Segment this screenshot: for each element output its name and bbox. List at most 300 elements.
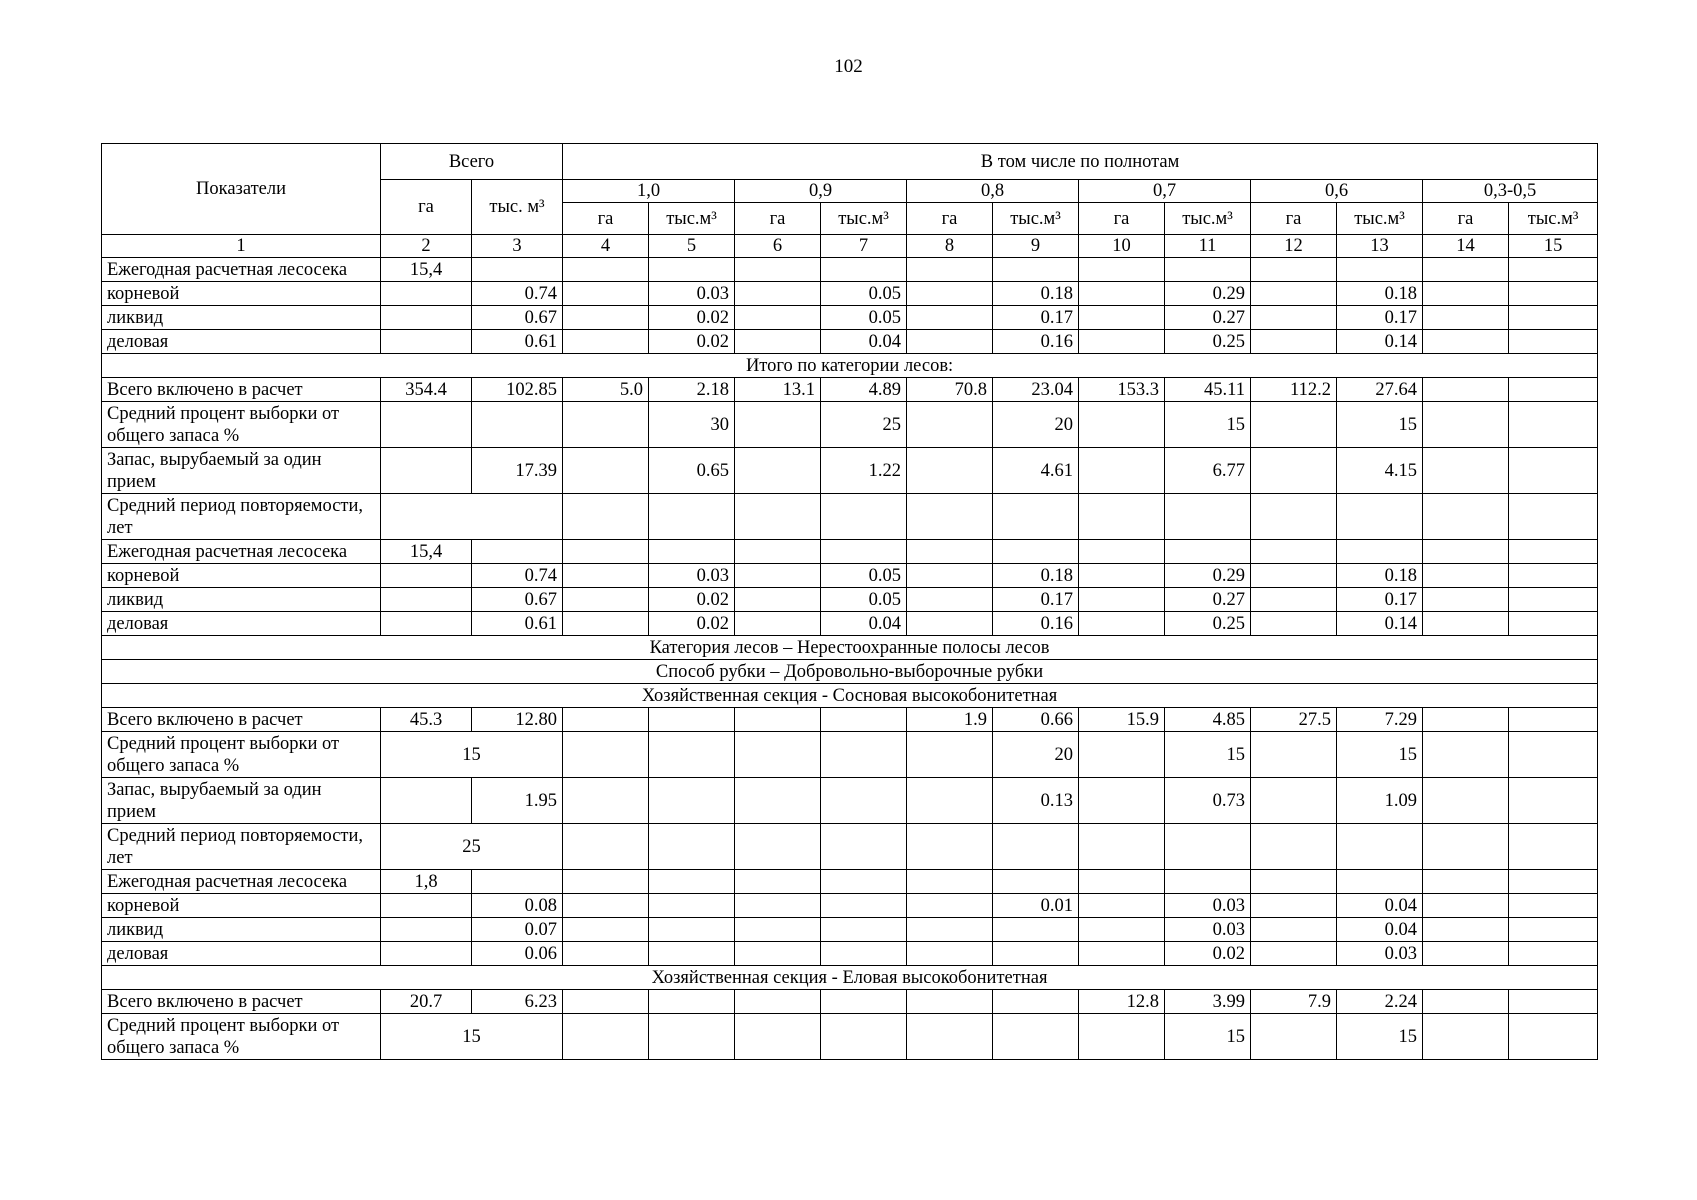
table-cell (1423, 708, 1509, 732)
table-cell (907, 824, 993, 870)
table-cell (1251, 540, 1337, 564)
table-cell (381, 494, 563, 540)
row-label: Всего включено в расчет (102, 990, 381, 1014)
header-unit-ha: га (563, 203, 649, 235)
table-cell: 15 (1165, 732, 1251, 778)
row-label: Ежегодная расчетная лесосека (102, 258, 381, 282)
table-cell (563, 824, 649, 870)
table-cell (1423, 402, 1509, 448)
table-cell: 15,4 (381, 258, 472, 282)
table-cell (649, 870, 735, 894)
table-cell: 1.9 (907, 708, 993, 732)
table-cell: 0.03 (1337, 942, 1423, 966)
table-cell: 0.03 (649, 564, 735, 588)
table-cell (1509, 824, 1598, 870)
table-cell: 0.04 (1337, 918, 1423, 942)
header-unit-volume: тыс.м³ (1509, 203, 1598, 235)
table-cell (821, 990, 907, 1014)
table-cell (1509, 588, 1598, 612)
table-cell (381, 612, 472, 636)
table-cell (907, 918, 993, 942)
table-cell: 0.02 (649, 330, 735, 354)
table-cell: 5.0 (563, 378, 649, 402)
table-cell: 0.07 (472, 918, 563, 942)
table-cell: 20 (993, 732, 1079, 778)
table-cell (1079, 306, 1165, 330)
table-cell (649, 942, 735, 966)
table-cell: 4.15 (1337, 448, 1423, 494)
table-cell (907, 494, 993, 540)
column-number: 13 (1337, 235, 1423, 258)
table-cell (381, 282, 472, 306)
table-cell (649, 918, 735, 942)
table-cell: 15 (1337, 402, 1423, 448)
table-cell: 0.02 (649, 306, 735, 330)
table-cell: 354.4 (381, 378, 472, 402)
table-cell (381, 448, 472, 494)
table-cell: 0.03 (649, 282, 735, 306)
table-row (102, 258, 1598, 282)
table-cell: 0.01 (993, 894, 1079, 918)
table-cell (907, 540, 993, 564)
table-cell (1251, 918, 1337, 942)
table-cell (563, 894, 649, 918)
table-cell (1509, 732, 1598, 778)
table-cell: 0.67 (472, 588, 563, 612)
table-cell (1509, 894, 1598, 918)
column-number: 9 (993, 235, 1079, 258)
table-cell (1509, 258, 1598, 282)
table-cell (649, 990, 735, 1014)
table-cell: 30 (649, 402, 735, 448)
table-cell (472, 258, 563, 282)
table-cell (1251, 258, 1337, 282)
table-cell: 15 (1165, 402, 1251, 448)
table-cell (1079, 330, 1165, 354)
table-cell: 15,4 (381, 540, 472, 564)
table-cell (1251, 330, 1337, 354)
table-cell (381, 918, 472, 942)
table-cell: 27.64 (1337, 378, 1423, 402)
table-cell (563, 732, 649, 778)
table-cell (1251, 448, 1337, 494)
page-number: 102 (834, 56, 863, 77)
table-cell (1165, 258, 1251, 282)
section-row (102, 636, 1598, 660)
table-cell: 1.95 (472, 778, 563, 824)
table-cell (1509, 282, 1598, 306)
column-number: 14 (1423, 235, 1509, 258)
table-cell (1165, 870, 1251, 894)
table-cell (993, 942, 1079, 966)
table-row (102, 778, 1598, 824)
table-cell (563, 306, 649, 330)
table-cell (1423, 990, 1509, 1014)
header-unit-volume: тыс.м³ (1165, 203, 1251, 235)
table-cell (1079, 494, 1165, 540)
table-cell (993, 990, 1079, 1014)
table-cell: 0.61 (472, 612, 563, 636)
column-number: 6 (735, 235, 821, 258)
table-cell (649, 894, 735, 918)
table-cell (1423, 732, 1509, 778)
table-cell (1079, 258, 1165, 282)
table-cell (1423, 778, 1509, 824)
column-number: 10 (1079, 235, 1165, 258)
table-cell (907, 588, 993, 612)
table-cell: 15 (381, 1014, 563, 1060)
table-cell (821, 894, 907, 918)
table-cell (1337, 494, 1423, 540)
table-cell (381, 894, 472, 918)
table-cell (1509, 990, 1598, 1014)
table-cell (735, 942, 821, 966)
column-number: 3 (472, 235, 563, 258)
table-cell (907, 942, 993, 966)
row-label: Средний процент выборки от общего запаса % (102, 402, 381, 448)
row-label: ликвид (102, 306, 381, 330)
table-cell (1079, 588, 1165, 612)
table-cell: 0.02 (649, 612, 735, 636)
table-cell (1423, 448, 1509, 494)
row-label: корневой (102, 282, 381, 306)
table-cell: 0.27 (1165, 306, 1251, 330)
header-unit-volume: тыс.м³ (993, 203, 1079, 235)
table-cell (563, 918, 649, 942)
header-unit-ha: га (1423, 203, 1509, 235)
table-cell (1165, 494, 1251, 540)
header-unit-ha: га (1251, 203, 1337, 235)
table-cell: 6.23 (472, 990, 563, 1014)
row-label: Средний процент выборки от общего запаса % (102, 732, 381, 778)
table-cell: 102.85 (472, 378, 563, 402)
table-cell (1509, 612, 1598, 636)
table-cell (993, 540, 1079, 564)
table-cell: 0.25 (1165, 330, 1251, 354)
table-cell (907, 306, 993, 330)
table-cell (1509, 918, 1598, 942)
table-cell (907, 894, 993, 918)
header-density: 0,6 (1251, 180, 1423, 203)
table-cell (821, 824, 907, 870)
table-cell: 0.16 (993, 330, 1079, 354)
table-cell (735, 330, 821, 354)
table-cell (907, 258, 993, 282)
table-cell (735, 918, 821, 942)
table-cell: 0.17 (1337, 588, 1423, 612)
row-label: Запас, вырубаемый за один прием (102, 448, 381, 494)
row-label: Ежегодная расчетная лесосека (102, 870, 381, 894)
table-cell: 1.22 (821, 448, 907, 494)
table-cell: 0.61 (472, 330, 563, 354)
column-number: 12 (1251, 235, 1337, 258)
table-cell (1423, 330, 1509, 354)
header-unit-ha: га (1079, 203, 1165, 235)
table-row (102, 306, 1598, 330)
table-row (102, 894, 1598, 918)
header-density: 0,8 (907, 180, 1079, 203)
row-label: Средний процент выборки от общего запаса % (102, 1014, 381, 1060)
header-total-ha: га (381, 180, 472, 235)
section-title: Итого по категории лесов: (102, 354, 1598, 378)
table-cell: 0.05 (821, 282, 907, 306)
table-cell (821, 870, 907, 894)
table-cell (1079, 402, 1165, 448)
table-cell: 4.61 (993, 448, 1079, 494)
row-label: Средний период повторяемости, лет (102, 494, 381, 540)
table-cell: 15.9 (1079, 708, 1165, 732)
table-cell: 0.27 (1165, 588, 1251, 612)
table-cell (1423, 1014, 1509, 1060)
table-cell (821, 942, 907, 966)
table-cell: 15 (381, 732, 563, 778)
table-cell (907, 870, 993, 894)
table-cell (735, 258, 821, 282)
table-cell: 0.18 (993, 282, 1079, 306)
table-cell (735, 540, 821, 564)
table-cell: 0.14 (1337, 612, 1423, 636)
table-cell (1079, 282, 1165, 306)
table-cell (907, 1014, 993, 1060)
table-cell (563, 778, 649, 824)
table-cell: 7.29 (1337, 708, 1423, 732)
table-cell (1509, 540, 1598, 564)
table-header (102, 144, 1598, 258)
table-cell (381, 588, 472, 612)
table-cell: 0.05 (821, 588, 907, 612)
table-cell: 1.09 (1337, 778, 1423, 824)
table-cell: 13.1 (735, 378, 821, 402)
table-cell: 0.14 (1337, 330, 1423, 354)
table-cell: 0.66 (993, 708, 1079, 732)
table-cell: 20 (993, 402, 1079, 448)
section-row (102, 966, 1598, 990)
table-cell (907, 778, 993, 824)
table-cell (1251, 824, 1337, 870)
row-label: деловая (102, 330, 381, 354)
table-cell: 17.39 (472, 448, 563, 494)
row-label: корневой (102, 564, 381, 588)
table-cell: 0.16 (993, 612, 1079, 636)
table-row (102, 732, 1598, 778)
table-cell (1509, 306, 1598, 330)
table-row (102, 564, 1598, 588)
table-cell (1079, 918, 1165, 942)
header-indicators: Показатели (102, 144, 381, 235)
table-cell (821, 258, 907, 282)
table-row (102, 942, 1598, 966)
table-cell (735, 894, 821, 918)
section-title: Категория лесов – Нерестоохранные полосы лесов (102, 636, 1598, 660)
table-cell (1079, 1014, 1165, 1060)
table-cell (1509, 778, 1598, 824)
forest-calculation-table (101, 143, 1598, 1060)
table-cell: 0.18 (1337, 282, 1423, 306)
table-cell: 0.17 (1337, 306, 1423, 330)
table-cell: 0.04 (1337, 894, 1423, 918)
table-cell (735, 402, 821, 448)
table-cell (1251, 588, 1337, 612)
table-cell (381, 306, 472, 330)
header-unit-volume: тыс.м³ (1337, 203, 1423, 235)
table-cell (735, 732, 821, 778)
table-cell: 15 (1165, 1014, 1251, 1060)
table-cell: 27.5 (1251, 708, 1337, 732)
column-number: 5 (649, 235, 735, 258)
table-cell: 4.85 (1165, 708, 1251, 732)
table-row (102, 870, 1598, 894)
section-title: Хозяйственная секция - Еловая высокобонитетная (102, 966, 1598, 990)
table-cell (563, 494, 649, 540)
table-cell: 0.25 (1165, 612, 1251, 636)
table-cell (1165, 540, 1251, 564)
table-cell (1251, 282, 1337, 306)
table-cell: 70.8 (907, 378, 993, 402)
table-cell (1165, 824, 1251, 870)
table-cell (1251, 402, 1337, 448)
table-cell (735, 306, 821, 330)
table-cell: 0.74 (472, 564, 563, 588)
table-cell: 2.24 (1337, 990, 1423, 1014)
table-row (102, 990, 1598, 1014)
table-cell (821, 778, 907, 824)
table-cell: 0.67 (472, 306, 563, 330)
table-cell (907, 282, 993, 306)
table-cell (993, 870, 1079, 894)
table-cell: 12.80 (472, 708, 563, 732)
header-unit-ha: га (735, 203, 821, 235)
header-unit-ha: га (907, 203, 993, 235)
header-density: 0,7 (1079, 180, 1251, 203)
table-cell: 12.8 (1079, 990, 1165, 1014)
table-row (102, 588, 1598, 612)
table-cell (381, 942, 472, 966)
table-row (102, 330, 1598, 354)
table-cell (1423, 378, 1509, 402)
table-cell: 0.02 (649, 588, 735, 612)
table-cell (907, 330, 993, 354)
table-cell: 0.05 (821, 564, 907, 588)
table-cell (1423, 540, 1509, 564)
table-cell (907, 732, 993, 778)
table-cell (563, 330, 649, 354)
table-cell (735, 564, 821, 588)
table-cell: 45.11 (1165, 378, 1251, 402)
table-cell (381, 330, 472, 354)
section-row (102, 660, 1598, 684)
table-cell (821, 540, 907, 564)
table-cell (1423, 824, 1509, 870)
table-row (102, 1014, 1598, 1060)
table-cell: 0.03 (1165, 918, 1251, 942)
table-cell (993, 918, 1079, 942)
section-title: Способ рубки – Добровольно-выборочные рубки (102, 660, 1598, 684)
table-cell (563, 282, 649, 306)
table-cell: 7.9 (1251, 990, 1337, 1014)
table-cell (563, 448, 649, 494)
table-cell (821, 918, 907, 942)
table-cell (649, 778, 735, 824)
table-cell (1079, 540, 1165, 564)
table-cell: 112.2 (1251, 378, 1337, 402)
header-density: 0,3-0,5 (1423, 180, 1598, 203)
table-cell (821, 708, 907, 732)
table-cell (1079, 564, 1165, 588)
table-cell (907, 564, 993, 588)
table-cell (1337, 540, 1423, 564)
table-cell (907, 448, 993, 494)
table-cell (563, 540, 649, 564)
table-row (102, 824, 1598, 870)
table-cell: 0.02 (1165, 942, 1251, 966)
table-cell (1251, 894, 1337, 918)
header-unit-volume: тыс.м³ (649, 203, 735, 235)
table-cell (1079, 612, 1165, 636)
table-cell (907, 402, 993, 448)
table-cell (563, 870, 649, 894)
table-cell (821, 1014, 907, 1060)
table-cell (1251, 778, 1337, 824)
table-body (102, 258, 1598, 1060)
table-cell (1509, 708, 1598, 732)
section-row (102, 684, 1598, 708)
table-row (102, 378, 1598, 402)
row-label: Запас, вырубаемый за один прием (102, 778, 381, 824)
table-cell (1423, 494, 1509, 540)
table-cell (735, 778, 821, 824)
row-label: Всего включено в расчет (102, 708, 381, 732)
table-cell (993, 1014, 1079, 1060)
table-row (102, 540, 1598, 564)
table-cell: 1,8 (381, 870, 472, 894)
table-cell (993, 258, 1079, 282)
table-cell: 3.99 (1165, 990, 1251, 1014)
table-cell (563, 942, 649, 966)
table-cell (1423, 942, 1509, 966)
table-cell (1509, 564, 1598, 588)
header-by-density: В том числе по полнотам (563, 144, 1598, 180)
table-cell (1423, 918, 1509, 942)
table-cell: 0.17 (993, 588, 1079, 612)
row-label: деловая (102, 612, 381, 636)
table-cell (649, 1014, 735, 1060)
table-cell (1079, 732, 1165, 778)
table-cell (993, 824, 1079, 870)
table-cell (563, 612, 649, 636)
column-number: 2 (381, 235, 472, 258)
table-cell (1079, 824, 1165, 870)
table-cell (472, 870, 563, 894)
table-cell (1423, 282, 1509, 306)
table-cell: 0.04 (821, 612, 907, 636)
table-cell (821, 494, 907, 540)
table-cell (1079, 870, 1165, 894)
header-density: 0,9 (735, 180, 907, 203)
header-unit-volume: тыс.м³ (821, 203, 907, 235)
table-cell: 0.29 (1165, 564, 1251, 588)
table-cell: 0.65 (649, 448, 735, 494)
section-row (102, 354, 1598, 378)
table-cell (1509, 402, 1598, 448)
table-row (102, 612, 1598, 636)
table-row (102, 402, 1598, 448)
row-label: ликвид (102, 918, 381, 942)
table-cell (1509, 378, 1598, 402)
table-cell (1251, 564, 1337, 588)
table-cell: 0.74 (472, 282, 563, 306)
table-cell: 20.7 (381, 990, 472, 1014)
table-cell: 0.13 (993, 778, 1079, 824)
